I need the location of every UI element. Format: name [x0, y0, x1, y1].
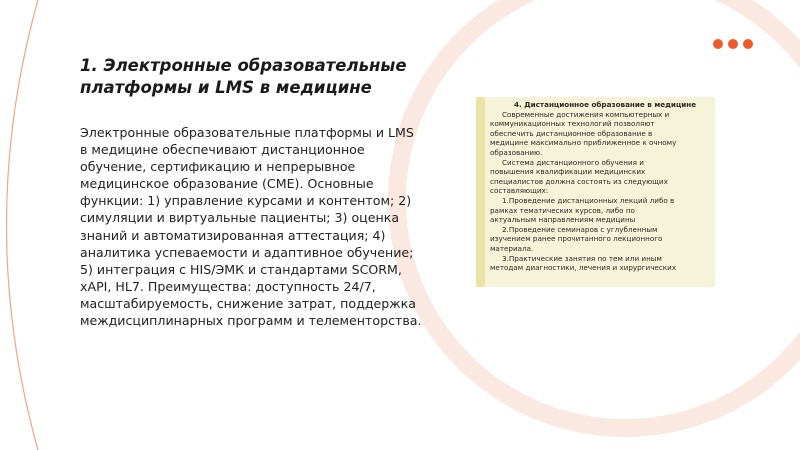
- scan-line: Современные достижения компьютерных и: [502, 109, 670, 119]
- scan-line: обеспечить дистанционное образование в: [490, 128, 653, 138]
- left-arc-line: [7, 0, 39, 450]
- scan-heading: 4. Дистанционное образование в медицине: [514, 100, 697, 109]
- scan-line: образованию.: [490, 147, 543, 157]
- scan-line: 3.Практические занятия по тем или иным: [502, 253, 662, 263]
- scanned-document-image: [476, 97, 715, 287]
- scan-line: рамках тематических курсов, либо по: [490, 205, 635, 215]
- scan-text-block: [490, 100, 712, 273]
- scan-line: методам диагностики, лечения и хирургических: [490, 263, 677, 273]
- decorative-dots: [713, 39, 753, 49]
- scan-line: медицине максимально приближенное к очному: [490, 138, 677, 148]
- scan-line: актуальным направлениям медицины: [490, 215, 636, 225]
- scan-line: составляющих:: [490, 186, 549, 196]
- dot-1: [713, 39, 723, 49]
- scan-line: изучением ранее прочитанного лекционного: [490, 234, 663, 244]
- scan-line: коммуникационных технологий позволяют: [490, 119, 655, 129]
- dot-3: [743, 39, 753, 49]
- scan-line: 2.Проведение семинаров с углубленным: [502, 224, 658, 234]
- dot-2: [728, 39, 738, 49]
- scan-line: повышения квалификации медицинских: [490, 167, 646, 177]
- scan-line: специалистов должна состоять из следующих: [490, 176, 668, 186]
- scan-line: Система дистанционного обучения и: [502, 157, 644, 167]
- slide-body-text: Электронные образовательные платформы и LMS в медицине обеспечивают дистанционное обучение, сертификацию и непрерывное медицинское образование (CME). Основные функции: 1) управление курсами и контентом; 2) симуляции и виртуальные пациенты; 3) оценка знаний и автоматизированная аттестация; 4) аналитика успеваемости и адаптивное обучение; 5) интеграция с HIS/ЭМК и стандартами SCORM, xAPI, HL7. Преимущества: доступность 24/7, масштабируемость, снижение затрат, поддержка междисциплинарных программ и телементорства.: [80, 125, 422, 329]
- scan-line: 1.Проведение дистанционных лекций либо в: [502, 195, 675, 205]
- slide-title: 1. Электронные образовательные платформы и LMS в медицине: [80, 56, 407, 97]
- scan-line: материала.: [490, 243, 534, 253]
- scan-edge-shading: [476, 97, 485, 287]
